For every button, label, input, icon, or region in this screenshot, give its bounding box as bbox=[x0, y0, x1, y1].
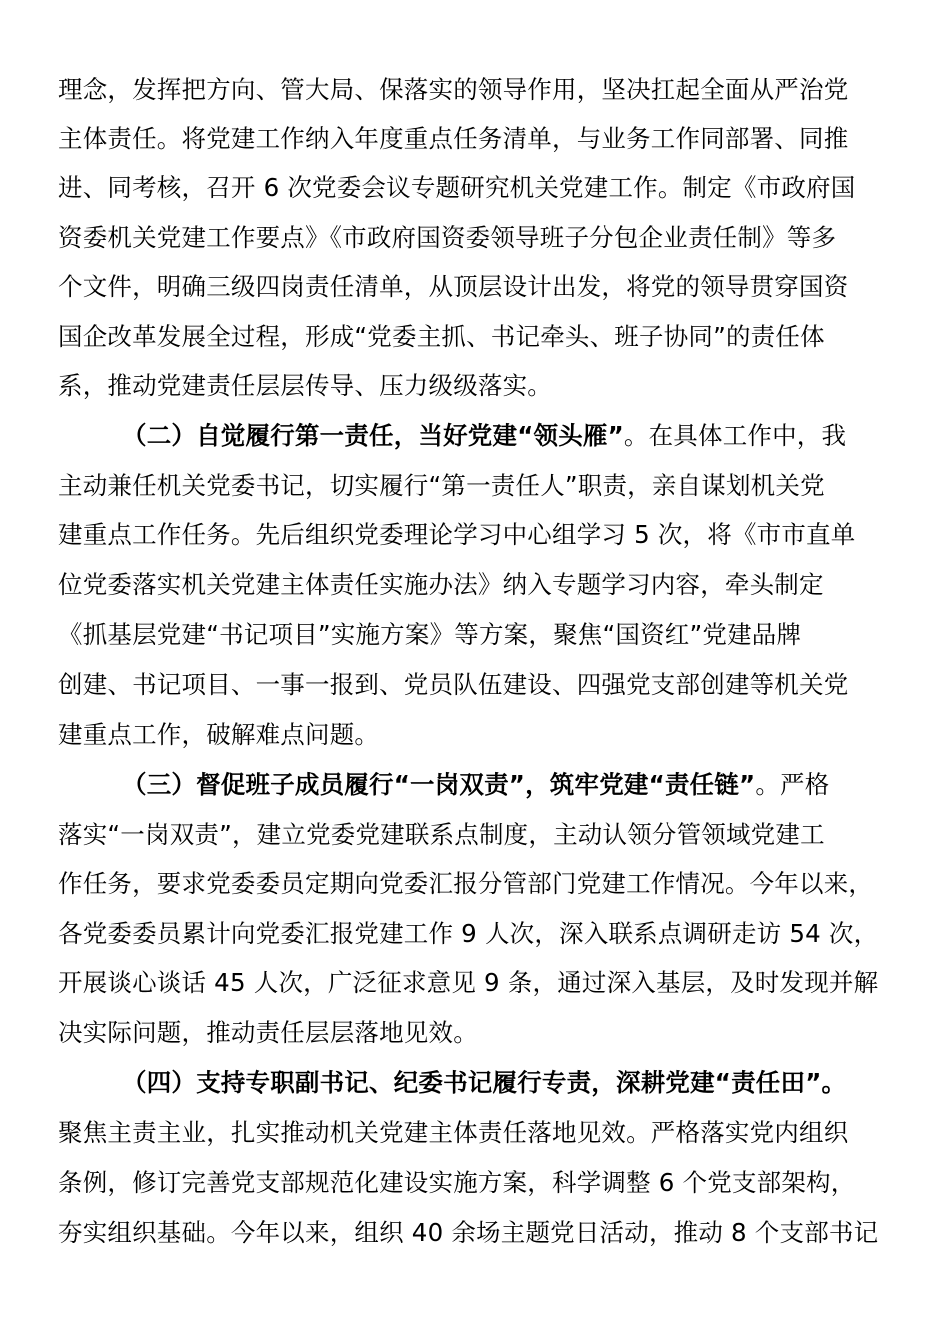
text-line bbox=[58, 914, 888, 954]
line-text: 建重点工作任务。先后组织党委理论学习中心组学习 5 次，将《市市直单 bbox=[58, 520, 856, 549]
text-line bbox=[58, 615, 888, 655]
line-text: 《抓基层党建“书记项目”实施方案》等方案，聚焦“国资红”党建品牌 bbox=[58, 620, 802, 649]
text-line bbox=[58, 963, 888, 1003]
line-text: 国企改革发展全过程，形成“党委主抓、书记牵头、班子协同”的责任体 bbox=[58, 322, 825, 351]
line-text: 位党委落实机关党建主体责任实施办法》纳入专题学习内容，牵头制定 bbox=[58, 570, 824, 599]
line-text: 夯实组织基础。今年以来，组织 40 余场主题党日活动，推动 8 个支部书记 bbox=[58, 1218, 879, 1247]
text-line bbox=[58, 218, 888, 258]
line-text: 条例，修订完善党支部规范化建设实施方案，科学调整 6 个党支部架构， bbox=[58, 1168, 856, 1197]
text-line bbox=[58, 70, 888, 110]
text-line bbox=[58, 168, 888, 208]
line-text: 作任务，要求党委委员定期向党委汇报分管部门党建工作情况。今年以来， bbox=[58, 869, 874, 898]
line-text: 落实“一岗双责”，建立党委党建联系点制度，主动认领分管领域党建工 bbox=[58, 820, 825, 849]
line-text: 个文件，明确三级四岗责任清单，从顶层设计出发，将党的领导贯穿国资 bbox=[58, 272, 849, 301]
text-line bbox=[58, 1013, 888, 1053]
text-line bbox=[58, 466, 888, 506]
line-text: 进、同考核，召开 6 次党委会议专题研究机关党建工作。制定《市政府国 bbox=[58, 173, 856, 202]
line-text: 开展谈心谈话 45 人次，广泛征求意见 9 条，通过深入基层，及时发现并解 bbox=[58, 968, 879, 997]
line-text: 决实际问题，推动责任层层落地见效。 bbox=[58, 1018, 478, 1047]
text-line bbox=[58, 267, 888, 307]
line-text: 理念，发挥把方向、管大局、保落实的领导作用，坚决扛起全面从严治党 bbox=[58, 75, 849, 104]
section-heading-4 bbox=[122, 1063, 892, 1103]
line-text: 系，推动党建责任层层传导、压力级级落实。 bbox=[58, 371, 552, 400]
text-line bbox=[58, 515, 888, 555]
heading-text: （二）自觉履行第一责任，当好党建“领头雁” bbox=[122, 421, 624, 450]
line-text: 主动兼任机关党委书记，切实履行“第一责任人”职责，亲自谋划机关党 bbox=[58, 471, 825, 500]
text-line bbox=[58, 1113, 888, 1153]
text-line bbox=[58, 565, 888, 605]
line-text: 资委机关党建工作要点》《市政府国资委领导班子分包企业责任制》等多 bbox=[58, 223, 837, 252]
line-text: 。在具体工作中，我 bbox=[623, 421, 847, 450]
text-line bbox=[58, 1163, 888, 1203]
line-text: 创建、书记项目、一事一报到、党员队伍建设、四强党支部创建等机关党 bbox=[58, 670, 849, 699]
text-line bbox=[58, 715, 888, 755]
text-line bbox=[58, 665, 888, 705]
line-text: 建重点工作，破解难点问题。 bbox=[58, 720, 380, 749]
text-line bbox=[58, 1213, 888, 1253]
section-heading-2 bbox=[122, 416, 892, 456]
text-line bbox=[58, 815, 888, 855]
section-heading-3 bbox=[122, 765, 892, 805]
text-line bbox=[58, 366, 888, 406]
text-line bbox=[58, 119, 888, 159]
text-line bbox=[58, 864, 888, 904]
heading-text: （四）支持专职副书记、纪委书记履行专责，深耕党建“责任田”。 bbox=[122, 1068, 847, 1097]
text-line bbox=[58, 317, 888, 357]
line-text: 各党委委员累计向党委汇报党建工作 9 人次，深入联系点调研走访 54 次， bbox=[58, 919, 879, 948]
line-text: 主体责任。将党建工作纳入年度重点任务清单，与业务工作同部署、同推 bbox=[58, 124, 849, 153]
line-text: 。严格 bbox=[755, 770, 830, 799]
heading-text: （三）督促班子成员履行“一岗双责”，筑牢党建“责任链” bbox=[122, 770, 756, 799]
line-text: 聚焦主责主业，扎实推动机关党建主体责任落地见效。严格落实党内组织 bbox=[58, 1118, 849, 1147]
